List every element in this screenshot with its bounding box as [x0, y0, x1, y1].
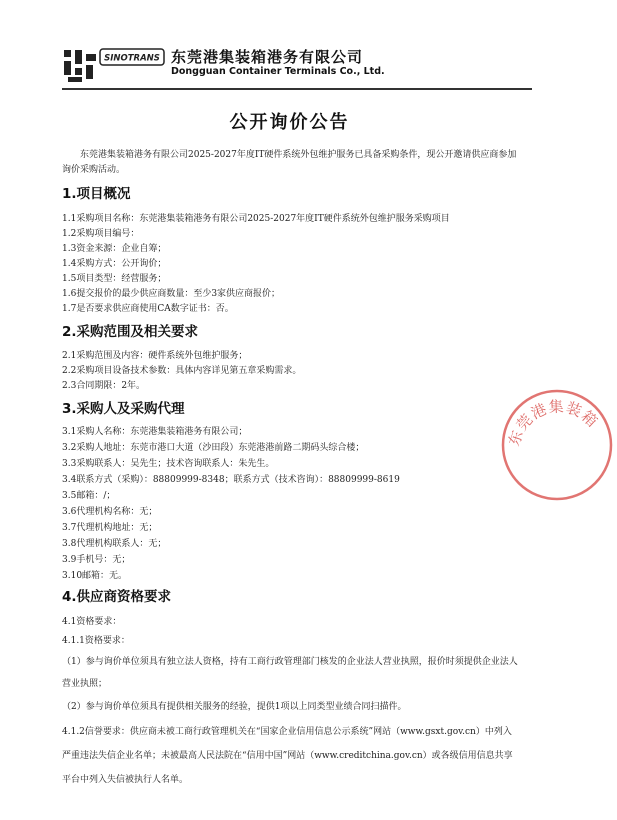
list-item: 3.9手机号：无；	[62, 555, 131, 565]
list-item: 4.1资格要求：	[62, 617, 122, 627]
svg-text:SINOTRANS: SINOTRANS	[104, 53, 160, 64]
list-item: 3.7代理机构地址：无；	[62, 523, 158, 533]
list-item: 2.1采购范围及内容：硬件系统外包维护服务；	[62, 351, 248, 361]
list-item: 3.2采购人地址：东莞市港口大道（沙田段）东莞港港前路二期码头综合楼；	[62, 443, 365, 453]
sinotrans-logo	[100, 48, 164, 66]
company-logo-icon	[62, 48, 98, 84]
list-item: 4.1.1资格要求：	[62, 636, 130, 646]
list-item: 2.2采购项目设备技术参数：具体内容详见第五章采购需求。	[62, 366, 302, 376]
list-item: 3.3采购联系人：吴先生；技术咨询联系人：朱先生。	[62, 459, 275, 469]
list-item: 1.6提交报价的最少供应商数量：至少3家供应商报价；	[62, 289, 281, 299]
requirement-paragraph: 4.1.2信誉要求：供应商未被工商行政管理机关在“国家企业信用信息公示系统”网站（www.gsxt.gov.cn）中列入严重违法失信企业名单；未被最高人民法院在“信用中国”网站（www.creditchina.gov.cn）或各级信用信息共享平台中列入失信被执行人名单。	[62, 727, 513, 785]
company-seal	[497, 385, 617, 505]
company-name-en: Dongguan Container Terminals Co., Ltd.	[171, 66, 385, 77]
company-name-cn: 东莞港集装箱港务有限公司	[171, 48, 364, 66]
list-item: 3.10邮箱：无。	[62, 571, 128, 581]
page-title: 公开询价公告	[229, 112, 350, 133]
list-item: 2.3合同期限：2年。	[62, 381, 146, 391]
list-item: 3.5邮箱：/；	[62, 491, 116, 501]
list-item: 1.3资金来源：企业自筹；	[62, 244, 167, 254]
section-heading: 1.项目概况	[62, 186, 131, 202]
intro-paragraph: 东莞港集装箱港务有限公司2025-2027年度IT硬件系统外包维护服务已具备采购条件，现公开邀请供应商参加询价采购活动。	[62, 150, 517, 175]
list-item: 1.4采购方式：公开询价；	[62, 259, 167, 269]
header-divider	[62, 88, 532, 90]
requirement-paragraph: （2）参与询价单位须具有提供相关服务的经验，提供1项以上同类型业绩合同扫描件。	[62, 702, 407, 712]
list-item: 3.8代理机构联系人：无；	[62, 539, 167, 549]
list-item: 3.6代理机构名称：无；	[62, 507, 158, 517]
letterhead	[62, 40, 532, 92]
list-item: 1.7是否要求供应商使用CA数字证书：否。	[62, 304, 234, 314]
list-item: 1.1采购项目名称：东莞港集装箱港务有限公司2025-2027年度IT硬件系统外包维护服务采购项目	[62, 214, 450, 224]
list-item: 3.1采购人名称：东莞港集装箱港务有限公司；	[62, 427, 248, 437]
section-heading: 3.采购人及采购代理	[62, 401, 185, 417]
requirement-paragraph: （1）参与询价单位须具有独立法人资格，持有工商行政管理部门核发的企业法人营业执照，报价时须提供企业法人营业执照；	[62, 657, 518, 689]
svg-text:东莞港集装箱: 东莞港集装箱	[504, 397, 602, 449]
list-item: 1.5项目类型：经营服务；	[62, 274, 167, 284]
section-heading: 2.采购范围及相关要求	[62, 324, 199, 340]
section-heading: 4.供应商资格要求	[62, 589, 172, 605]
list-item: 1.2采购项目编号：	[62, 229, 140, 239]
list-item: 3.4联系方式（采购）：88809999-8348；联系方式（技术咨询）：88809999-8619	[62, 475, 400, 485]
